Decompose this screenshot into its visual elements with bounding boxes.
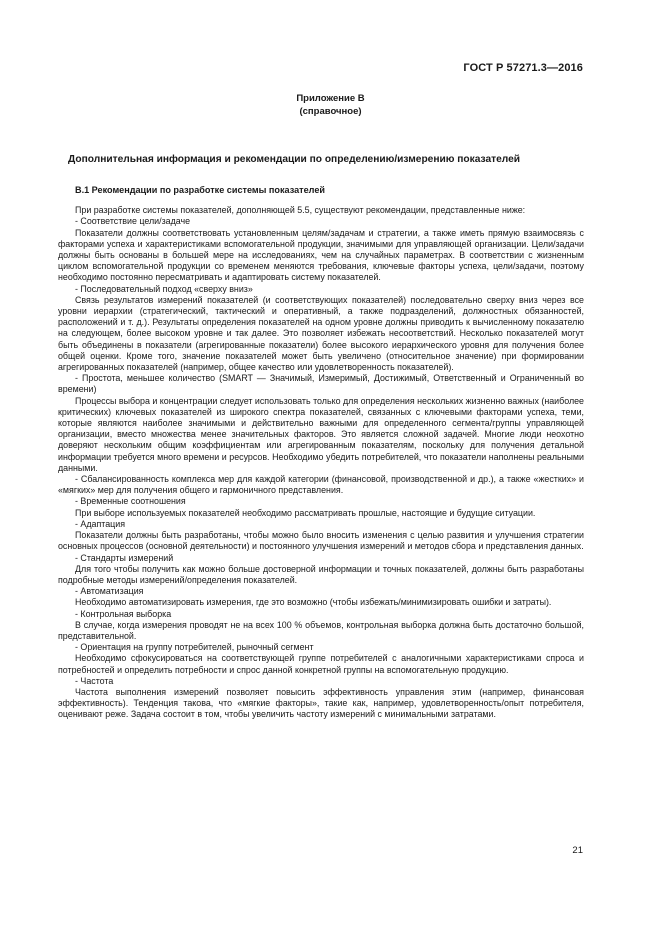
annex-heading xyxy=(0,93,661,118)
list-item: - Адаптация xyxy=(75,518,126,529)
annex-title: Приложение В xyxy=(296,93,365,104)
list-item: - Простота, меньшее количество (SMART — Значимый, Измеримый, Достижимый, Ответственный и Ограниченный во времени) xyxy=(58,373,584,395)
document-body xyxy=(58,185,584,721)
paragraph: Частота выполнения измерений позволяет повысить эффективность управления этим (например, финансовая эффективность). Тенденция такова, что «мягкие факторы», такие как, например, удовлетворенность/опыт потребителя, оценивают реже. Задача состоит в том, чтобы увеличить частоту измерений с минимальными затратами. xyxy=(58,686,584,720)
list-item: - Соответствие цели/задаче xyxy=(75,216,191,227)
paragraph: При выборе используемых показателей необходимо рассматривать прошлые, настоящие и будущие ситуации. xyxy=(75,507,536,518)
paragraph: При разработке системы показателей, дополняющей 5.5, существуют рекомендации, представленные ниже: xyxy=(75,205,526,216)
list-item: - Автоматизация xyxy=(75,586,144,597)
list-item: - Временные соотношения xyxy=(75,496,186,507)
list-item: - Сбалансированность комплекса мер для каждой категории (финансовой, производственной и др.), а также «жестких» и «мягких» мер для получения общего и гармоничного представления. xyxy=(58,474,584,496)
list-item: - Последовательный подход «сверху вниз» xyxy=(75,283,253,294)
paragraph: Процессы выбора и концентрации следует использовать только для определения нескольких жизненно важных (наиболее критических) ключевых показателей из широкого спектра показателей, связанных с ключевыми факторами успеха, теми, которые являются наиболее значимыми и действительно важными для определенного сегмента/группы управляющей организации, вместо множества менее значительных факторов. Это является сложной задачей. Многие люди неохотно доверяют нескольким общим коэффициентам или агрегированным показателям, поскольку для получения детальной информации требуется много времени и ресурсов. Необходимо убедить потребителей, что показатели наполнены реальными данными. xyxy=(58,395,584,473)
page-number: 21 xyxy=(572,845,583,856)
paragraph: Необходимо автоматизировать измерения, где это возможно (чтобы избежать/минимизировать ошибки и затраты). xyxy=(75,597,552,608)
section-heading: В.1 Рекомендации по разработке системы показателей xyxy=(75,185,325,195)
paragraph: В случае, когда измерения проводят не на всех 100 % объемов, контрольная выборка должна быть достаточно большой, представительной. xyxy=(58,619,584,641)
paragraph: Показатели должны соответствовать установленным целям/задачам и стратегии, а также иметь прямую взаимосвязь с факторами успеха и характеристиками вспомогательной продукции, значимыми для управляющей организации. Цели/задачи должны быть основаны в большей мере на исследованиях, чем на случайных параметрах. В соответствии с жизненным циклом вспомогательной продукции со временем меняются требования, ключевые факторы успеха, цели/задачи, поэтому необходимо постоянно пересматривать и адаптировать систему показателей. xyxy=(58,227,584,283)
paragraph: Показатели должны быть разработаны, чтобы можно было вносить изменения с целью развития и улучшения стратегии основных процессов (основной деятельности) и постоянного улучшения измерений и методов сбора и представления данных. xyxy=(58,530,584,552)
paragraph: Необходимо сфокусироваться на соответствующей группе потребителей с аналогичными характеристиками спроса и потребностей и определить потребности и спрос данной конкретной группы на вспомогательную продукцию. xyxy=(58,653,584,675)
annex-subtitle: (справочное) xyxy=(299,105,362,117)
list-item: - Контрольная выборка xyxy=(75,608,172,619)
list-item: - Стандарты измерений xyxy=(75,552,174,563)
paragraph: Для того чтобы получить как можно больше достоверной информации и точных показателей, должны быть разработаны подробные методы измерений/определения показателей. xyxy=(58,563,584,585)
standard-number: ГОСТ Р 57271.3—2016 xyxy=(463,62,583,74)
list-item: - Частота xyxy=(75,675,114,686)
paragraph: Связь результатов измерений показателей (и соответствующих показателей) последовательно сверху вниз через все уровни иерархии (стратегический, тактический и оперативный, а также подразделений, должностных обязанностей, расположений и т. д.). Результаты определения показателей на одном уровне должны приводить к вычисленному показателю на следующем, более высоком уровне и так далее. Это позволяет избежать несоответствий. Несколько показателей могут быть объединены в показатели (агрегированные показатели) более высокого иерархического уровня для получения более общей оценки. Кроме того, значение показателей может быть увеличено (относительное значение) при формировании агрегированных показателей (например, общее качество или удовлетворенность показателей). xyxy=(58,294,584,373)
main-title: Дополнительная информация и рекомендации по определению/измерению показателей xyxy=(68,154,521,165)
list-item: - Ориентация на группу потребителей, рыночный сегмент xyxy=(75,642,314,653)
